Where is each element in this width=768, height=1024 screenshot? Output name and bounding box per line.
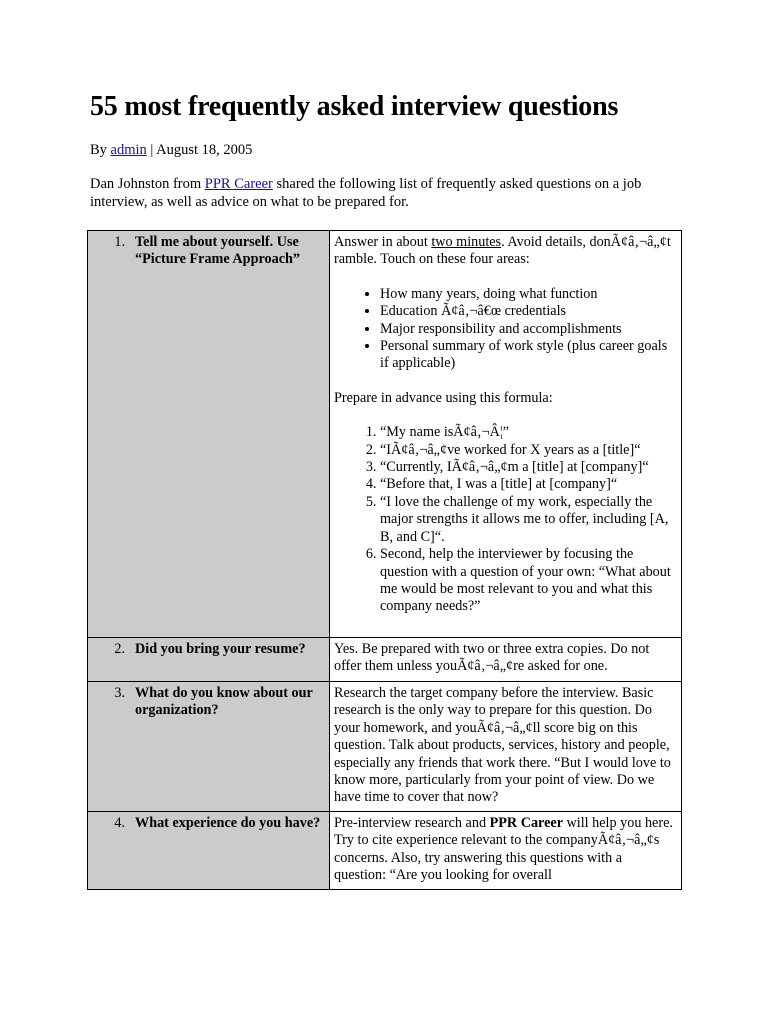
question-text: What experience do you have?	[135, 815, 321, 831]
table-row	[88, 682, 682, 812]
questions-table	[87, 230, 682, 890]
answer-cell	[330, 812, 682, 890]
byline-separator: |	[146, 142, 157, 158]
formula-intro: Prepare in advance using this formula:	[334, 389, 553, 406]
intro-text-after: shared the following list of frequently asked questions on a job interview, as well as advice on what to be prepared for.	[90, 176, 642, 210]
list-item: 1. “My name isÃ¢â‚¬Â¦”	[380, 424, 677, 441]
intro-paragraph	[90, 176, 686, 211]
question-number: 3.	[114, 685, 125, 701]
table-row	[88, 812, 682, 890]
list-item: 2. “IÃ¢â‚¬â„¢ve worked for X years as a [title]“	[380, 442, 677, 459]
list-item: 6. Second, help the interviewer by focusing the question with a question of your own: “What about me would be most relevant to you and what this company needs?”	[380, 546, 677, 616]
answer-intro-text-after: . Avoid details, donÃ¢â‚¬â„¢t ramble. Touch on these four areas:	[334, 234, 671, 268]
answer-intro-underlined: two minutes	[431, 234, 502, 250]
list-item: • Education Ã¢â‚¬â€œ credentials	[380, 303, 677, 320]
question-cell	[88, 682, 330, 812]
question-number: 1.	[114, 234, 125, 250]
page-title: 55 most frequently asked interview questions	[90, 91, 619, 122]
author-link[interactable]: admin	[110, 142, 147, 158]
byline-prefix: By	[90, 142, 111, 158]
list-item: 5. “I love the challenge of my work, especially the major strengths it allows me to offer, including [A, B, and C]“.	[380, 494, 677, 546]
question-number: 4.	[114, 815, 125, 831]
answer-cell: Research the target company before the interview. Basic research is the only way to prepare for this question. Do your homework, and youÃ¢â‚¬â„¢ll score big on this question. Talk about products, services, history and people, especially any friends that work there. “But I would love to know more, particularly from your point of view. Do we have time to cover that now?	[330, 682, 682, 812]
list-item: 4. “Before that, I was a [title] at [company]“	[380, 476, 677, 493]
answer-cell	[330, 231, 682, 638]
document-page	[90, 90, 686, 211]
answer-cell: Yes. Be prepared with two or three extra copies. Do not offer them unless youÃ¢â‚¬â„¢re asked for one.	[330, 638, 682, 682]
list-item: 3. “Currently, IÃ¢â‚¬â„¢m a [title] at [company]“	[380, 459, 677, 476]
byline	[90, 141, 686, 159]
answer-intro	[334, 234, 677, 269]
ppr-career-link[interactable]: PPR Career	[204, 176, 273, 192]
question-cell	[88, 812, 330, 890]
bullet-list	[334, 286, 677, 373]
list-item: • How many years, doing what function	[380, 286, 677, 303]
formula-steps	[334, 424, 677, 615]
question-text: Tell me about yourself. Use “Picture Frame Approach”	[135, 234, 300, 268]
answer-intro-text: Answer in about	[334, 234, 432, 250]
list-item: • Major responsibility and accomplishments	[380, 321, 677, 338]
publish-date: August 18, 2005	[156, 142, 253, 158]
question-text: Did you bring your resume?	[135, 641, 306, 657]
answer-text-after: will help you here. Try to cite experience relevant to the companyÃ¢â‚¬â„¢s concerns. Also, try answering this questions with a question: “Are you looking for overall	[334, 815, 673, 884]
question-cell	[88, 231, 330, 638]
list-item: • Personal summary of work style (plus career goals if applicable)	[380, 338, 677, 373]
table-row	[88, 231, 682, 638]
question-number: 2.	[114, 641, 125, 657]
intro-text-before: Dan Johnston from	[90, 176, 205, 192]
question-text: What do you know about our organization?	[135, 685, 313, 719]
table-row	[88, 638, 682, 682]
answer-text: Pre-interview research and	[334, 815, 490, 831]
question-cell	[88, 638, 330, 682]
answer-bold-text: PPR Career	[489, 815, 563, 831]
